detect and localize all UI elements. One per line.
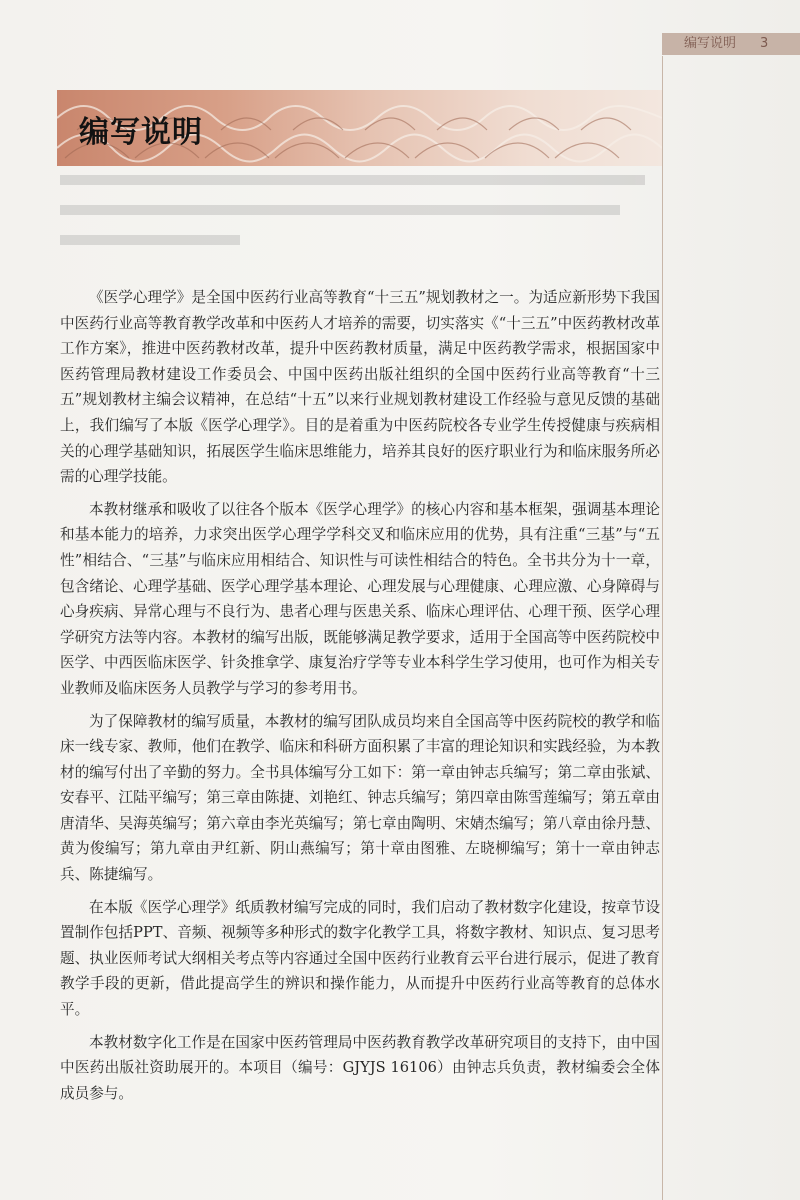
paragraph: 在本版《医学心理学》纸质教材编写完成的同时，我们启动了教材数字化建设，按章节设置制作包括PPT、音频、视频等多种形式的数字化教学工具，将数字教材、知识点、复习思考题、执业医师考试大纲相关考点等内容通过全国中医药行业教育云平台进行展示，促进了教育教学手段的更新，借此提高学生的辨识和操作能力，从而提升中医药行业高等教育的总体水平。 [60, 898, 660, 1019]
running-head-label: 编写说明 [684, 36, 737, 51]
right-margin-rule [662, 56, 663, 1200]
paragraph: 本教材继承和吸收了以往各个版本《医学心理学》的核心内容和基本框架，强调基本理论和基本能力的培养，力求突出医学心理学学科交叉和临床应用的优势，具有注重“三基”与“五性”相结合、“三基”与临床应用相结合、知识性与可读性相结合的特色。全书共分为十一章，包含绪论、心理学基础、医学心理学基本理论、心理发展与心理健康、心理应激、心身障碍与心身疾病、异常心理与不良行为、患者心理与医患关系、临床心理评估、心理干预、医学心理学研究方法等内容。本教材的编写出版，既能够满足教学要求，适用于全国高等中医药院校中医学、中西医临床医学、针灸推拿学、康复治疗学等专业本科学生学习使用，也可作为相关专业教师及临床医务人员教学与学习的参考用书。 [60, 500, 660, 697]
paragraph: 为了保障教材的编写质量，本教材的编写团队成员均来自全国高等中医药院校的教学和临床一线专家、教师，他们在教学、临床和科研方面积累了丰富的理论知识和实践经验，为本教材的编写付出了辛勤的努力。全书具体编写分工如下：第一章由钟志兵编写；第二章由张斌、安春平、江陆平编写；第三章由陈捷、刘艳红、钟志兵编写；第四章由陈雪莲编写；第五章由唐清华、吴海英编写；第六章由李光英编写；第七章由陶明、宋婧杰编写；第八章由徐丹慧、黄为俊编写；第九章由尹红新、阴山燕编写；第十章由图雅、左晓柳编写；第十一章由钟志兵、陈捷编写。 [60, 712, 660, 884]
body-text [60, 285, 660, 1106]
paragraph: 《医学心理学》是全国中医药行业高等教育“十三五”规划教材之一。为适应新形势下我国中医药行业高等教育教学改革和中医药人才培养的需要，切实落实《“十三五”中医药教材改革工作方案》，推进中医药教材改革，提升中医药教材质量，满足中医药教学需求，根据国家中医药管理局教材建设工作委员会、中国中医药出版社组织的全国中医药行业高等教育“十三五”规划教材主编会议精神，在总结“十五”以来行业规划教材建设工作经验与意见反馈的基础上，我们编写了本版《医学心理学》。目的是着重为中医药院校各专业学生传授健康与疾病相关的心理学基础知识，拓展医学生临床思维能力，培养其良好的医疗职业行为和临床服务所必需的心理学技能。 [60, 289, 660, 486]
bleed-through-texture [60, 175, 660, 265]
title-banner [57, 90, 662, 166]
page-title: 编写说明 [79, 115, 203, 150]
running-head-page-mark: 3 [760, 36, 769, 51]
paragraph: 本教材数字化工作是在国家中医药管理局中医药教育教学改革研究项目的支持下，由中国中医药出版社资助展开的。本项目（编号：GJYJS 16106）由钟志兵负责，教材编委会全体成员参与。 [60, 1033, 660, 1102]
